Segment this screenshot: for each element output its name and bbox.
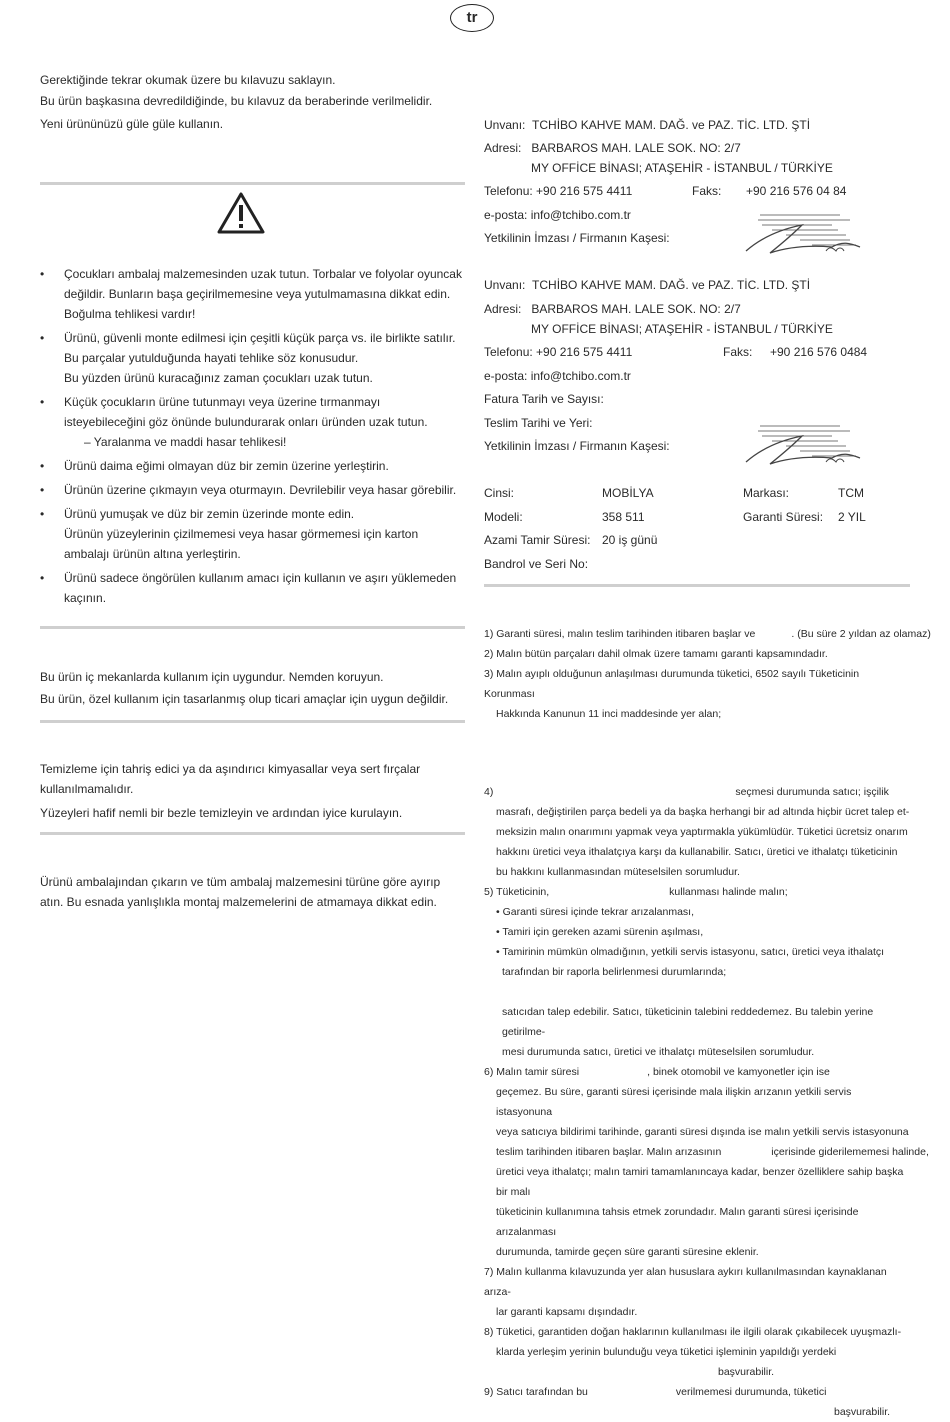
intro-line: Bu ürün başkasına devredildiğinde, bu kılavuz da beraberinde verilmelidir. — [40, 94, 433, 108]
divider — [40, 832, 465, 835]
list-item: • Ürünü sadece öngörülen kullanım amacı için kullanın ve aşırı yüklemeden kaçının. — [40, 568, 465, 608]
bandrol-label: Bandrol ve Seri No: — [484, 557, 589, 571]
garanti-label: Garanti Süresi: — [743, 510, 824, 524]
warning-triangle-icon — [216, 191, 266, 235]
company2-adres2: MY OFFİCE BİNASI; ATAŞEHİR - İSTANBUL / TÜRKİYE — [531, 322, 833, 336]
marka-label: Markası: — [743, 486, 790, 500]
list-item: • Küçük çocukların ürüne tutunmayı veya üzerine tırmanmayı isteyebileceğini göz önünde bulundurarak onları üründen uzak tutun. – Yaralanma ve maddi hasar tehlikesi! — [40, 392, 465, 452]
list-item: • Ürünü, güvenli monte edilmesi için çeşitli küçük parça vs. ile birlikte satılır. Bu parçalar yutulduğunda hayati tehlike söz konusudur. Bu yüzden ürünü kuracağınız zaman çocukları uzak tutun. — [40, 328, 465, 388]
stamp-signature-icon — [742, 418, 866, 470]
list-item: • Ürünü yumuşak ve düz bir zemin üzerinde monte edin. Ürünün yüzeylerinin çizilmemesi veya hasar görmemesi için karton ambalajı ürünün altına yerleştirin. — [40, 504, 465, 564]
tamir-value: 20 iş günü — [602, 533, 658, 547]
usage-text: Bu ürün iç mekanlarda kullanım için uygundur. Nemden koruyun. Bu ürün, özel kullanım için tasarlanmış olup ticari amaçlar için uygun değildir. — [40, 670, 449, 706]
intro-line: Yeni ürününüzü güle güle kullanın. — [40, 117, 224, 131]
cleaning-text: Temizleme için tahriş edici ya da aşındırıcı kimyasallar veya sert fırçalar kullanılmamalıdır. Yüzeyleri hafif nemli bir bezle temizleyin ve ardından iyice kurulayın. — [40, 762, 421, 820]
warranty-terms-4-9: 4) seçmesi durumunda satıcı; işçilik masrafı, değiştirilen parça bedeli ya da başka herhangi bir ad altında hiçbir ücret talep et- meksizin malın onarımını yapmak veya yaptırmakla yükümlüdür. Tüketici ücretsiz onarım hakkını üretici veya ithalatçıya karşı da kullanabilir. Satıcı, üretici ve ithalatçı tüketicinin bu hakkını kullanmasından müteselsilen sorumludur. 5) Tüketicinin, kullanması halinde malın; • Garanti süresi içinde tekrar arızalanması, • Tamiri için gereken azami sürenin aşılması, • Tamirinin mümkün olmadığının, yetkili servis istasyonu, satıcı, üretici veya ithalatçı tarafından bir raporla belirlenmesi durumlarında; satıcıdan talep edebilir. Satıcı, tüketicinin talebini reddedemez. Bu talebin yerine getirilme- mesi durumunda satıcı, üretici ve ithalatçı müteselsilen sorumludur. 6) Malın tamir süresi , binek otomobil ve kamyonetler için ise geçemez. Bu süre, garanti süresi içerisinde mala ilişkin arızanın yetkili servis istasyonuna veya satıcıya bildirimi tarihinde, garanti süresi dışında ise malın yetkili servis istasyonuna teslim tarihinden itibaren başlar. Malın arızasının içerisinde giderilememesi halinde, üretici veya ithalatçı; malın tamiri tamamlanıncaya kadar, benzer özelliklere sahip başka bir malı tüketicinin kullanımına tahsis etmek zorundadır. Malın garanti süresi içerisinde arızalanması durumunda, tamirde geçen süre garanti süresine eklenir. 7) Malın kullanma kılavuzunda yer alan hususlara aykırı kullanılmasından kaynaklanan arıza- lar garanti kapsamı dışındadır. 8) Tüketici, garantiden doğan haklarının kullanılması ile ilgili olarak çıkabilecek uyuşmazlı- klarda yerleşim yerinin bulunduğu veya tüketici işleminin yapıldığı yerdeki başvurabilir. 9) Satıcı tarafından bu verilmemesi durumunda, tüketici başvurabilir. — [484, 786, 929, 1418]
marka-value: TCM — [838, 486, 864, 500]
garanti-value: 2 YIL — [838, 510, 866, 524]
intro-line: Gerektiğinde tekrar okumak üzere bu kılavuzu saklayın. — [40, 73, 336, 87]
intro-text — [40, 70, 470, 135]
company2-adres: Adresi: BARBAROS MAH. LALE SOK. NO: 2/7 — [484, 302, 741, 316]
company2-faks-label: Faks: — [723, 345, 753, 359]
divider — [40, 720, 465, 723]
divider — [40, 626, 465, 629]
stamp-signature-icon — [742, 207, 866, 259]
company1-telefon: Telefonu: +90 216 575 4411 — [484, 184, 633, 198]
company1-faks: +90 216 576 04 84 — [746, 184, 847, 198]
model-value: 358 511 — [602, 510, 645, 524]
safety-list — [40, 264, 465, 612]
company1-adres2: MY OFFİCE BİNASI; ATAŞEHİR - İSTANBUL / TÜRKİYE — [531, 161, 833, 175]
divider — [484, 584, 910, 587]
model-label: Modeli: — [484, 510, 523, 524]
company2-unvan: Unvanı: TCHİBO KAHVE MAM. DAĞ. ve PAZ. TİC. LTD. ŞTİ — [484, 278, 811, 292]
list-item: • Ürünü daima eğimi olmayan düz bir zemin üzerine yerleştirin. — [40, 456, 465, 476]
list-item: • Ürünün üzerine çıkmayın veya oturmayın. Devrilebilir veya hasar görebilir. — [40, 480, 465, 500]
tamir-label: Azami Tamir Süresi: — [484, 533, 591, 547]
disposal-text: Ürünü ambalajından çıkarın ve tüm ambalaj malzemesini türüne göre ayırıp atın. Bu esnada yanlışlıkla montaj malzemelerini de atmamaya dikkat edin. — [40, 875, 441, 909]
company1-unvan: Unvanı: TCHİBO KAHVE MAM. DAĞ. ve PAZ. TİC. LTD. ŞTİ — [484, 118, 811, 132]
divider — [40, 182, 465, 185]
language-badge: tr — [450, 4, 494, 32]
cinsi-label: Cinsi: — [484, 486, 515, 500]
company2-teslim-label: Teslim Tarihi ve Yeri: — [484, 416, 593, 430]
company1-imza-label: Yetkilinin İmzası / Firmanın Kaşesi: — [484, 231, 670, 245]
company1-eposta: e-posta: info@tchibo.com.tr — [484, 208, 631, 222]
company1-faks-label: Faks: — [692, 184, 722, 198]
company2-telefon: Telefonu: +90 216 575 4411 — [484, 345, 633, 359]
company1-adres: Adresi: BARBAROS MAH. LALE SOK. NO: 2/7 — [484, 141, 741, 155]
list-item: • Çocukları ambalaj malzemesinden uzak tutun. Torbalar ve folyolar oyuncak değildir. Bunların başa geçirilmemesine veya yutulmamasına dikkat edin. Boğulma tehlikesi vardır! — [40, 264, 465, 324]
warranty-terms-1-3: 1) Garanti süresi, malın teslim tarihinden itibaren başlar ve . (Bu süre 2 yıldan az olamaz) 2) Malın bütün parçaları dahil olmak üzere tamamı garanti kapsamındadır. 3) Malın ayıplı olduğunun anlaşılması durumunda tüketici, 6502 sayılı Tüketicinin Korunması Hakkında Kanunun 11 inci maddesinde yer alan; — [484, 628, 931, 720]
company2-eposta: e-posta: info@tchibo.com.tr — [484, 369, 631, 383]
cinsi-value: MOBİLYA — [602, 486, 654, 500]
company2-faks: +90 216 576 0484 — [770, 345, 868, 359]
company2-fatura-label: Fatura Tarih ve Sayısı: — [484, 392, 604, 406]
company2-imza-label: Yetkilinin İmzası / Firmanın Kaşesi: — [484, 439, 670, 453]
